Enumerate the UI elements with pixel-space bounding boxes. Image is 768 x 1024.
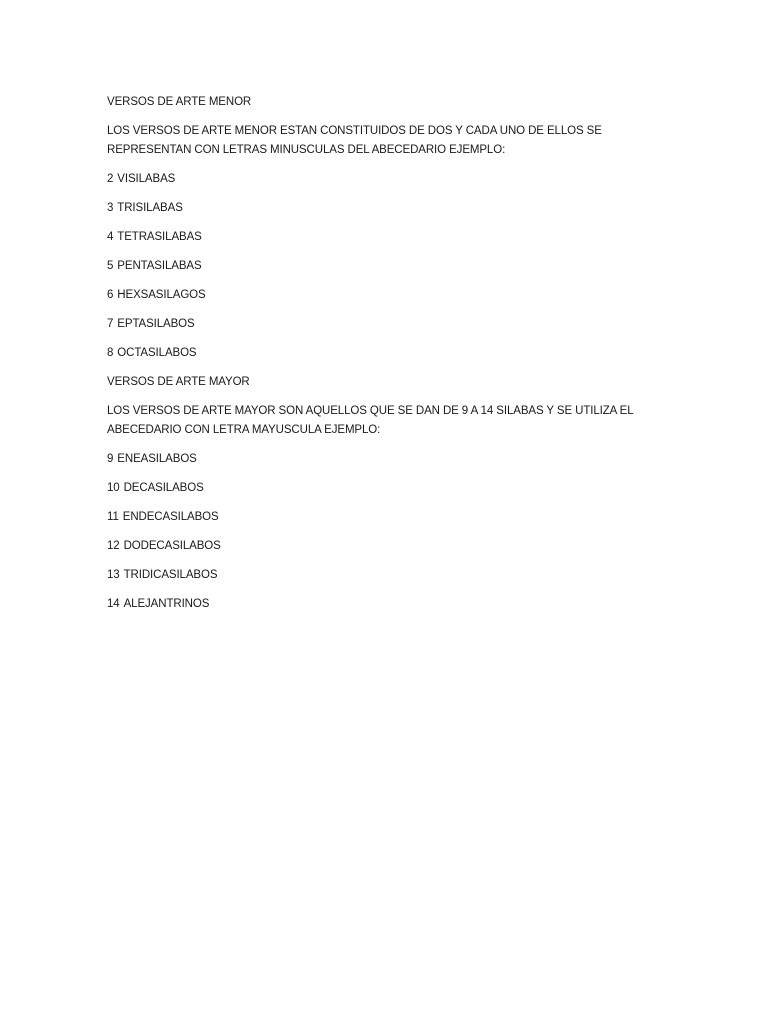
- list-item: [107, 228, 667, 246]
- list-item: [107, 286, 667, 304]
- item-number: 4: [107, 231, 114, 243]
- major-list: [107, 450, 667, 613]
- item-label: ENEASILABOS: [117, 453, 197, 465]
- list-item: [107, 170, 667, 188]
- item-label: PENTASILABAS: [117, 260, 202, 272]
- item-number: 9: [107, 453, 114, 465]
- item-number: 14: [107, 598, 120, 610]
- minor-heading: VERSOS DE ARTE MENOR: [107, 96, 252, 108]
- list-item: [107, 566, 667, 584]
- item-label: HEXSASILAGOS: [117, 289, 206, 301]
- item-label: VISILABAS: [117, 173, 176, 185]
- document-body: [107, 93, 667, 624]
- item-label: TRIDICASILABOS: [123, 569, 218, 581]
- item-label: DECASILABOS: [123, 482, 204, 494]
- list-item: [107, 450, 667, 468]
- item-label: DODECASILABOS: [123, 540, 221, 552]
- list-item: [107, 257, 667, 275]
- list-item: [107, 315, 667, 333]
- item-number: 5: [107, 260, 114, 272]
- major-heading: VERSOS DE ARTE MAYOR: [107, 376, 250, 388]
- item-label: TETRASILABAS: [117, 231, 202, 243]
- list-item: [107, 508, 667, 526]
- item-number: 6: [107, 289, 114, 301]
- list-item: [107, 479, 667, 497]
- item-label: TRISILABAS: [117, 202, 183, 214]
- list-item: [107, 537, 667, 555]
- minor-list: [107, 170, 667, 362]
- list-item: [107, 199, 667, 217]
- item-number: 10: [107, 482, 120, 494]
- item-number: 12: [107, 540, 120, 552]
- list-item: [107, 595, 667, 613]
- item-number: 13: [107, 569, 120, 581]
- item-label: OCTASILABOS: [117, 347, 197, 359]
- item-label: EPTASILABOS: [117, 318, 195, 330]
- list-item: [107, 344, 667, 362]
- item-label: ALEJANTRINOS: [123, 598, 210, 610]
- minor-intro: LOS VERSOS DE ARTE MENOR ESTAN CONSTITUIDOS DE DOS Y CADA UNO DE ELLOS SE REPRESENTAN CON LETRAS MINUSCULAS DEL ABECEDARIO EJEMPLO:: [107, 125, 602, 156]
- item-number: 11: [107, 511, 119, 523]
- item-number: 7: [107, 318, 114, 330]
- item-number: 3: [107, 202, 114, 214]
- item-number: 8: [107, 347, 114, 359]
- major-intro: LOS VERSOS DE ARTE MAYOR SON AQUELLOS QUE SE DAN DE 9 A 14 SILABAS Y SE UTILIZA EL ABECEDARIO CON LETRA MAYUSCULA EJEMPLO:: [107, 405, 634, 436]
- item-number: 2: [107, 173, 114, 185]
- item-label: ENDECASILABOS: [122, 511, 219, 523]
